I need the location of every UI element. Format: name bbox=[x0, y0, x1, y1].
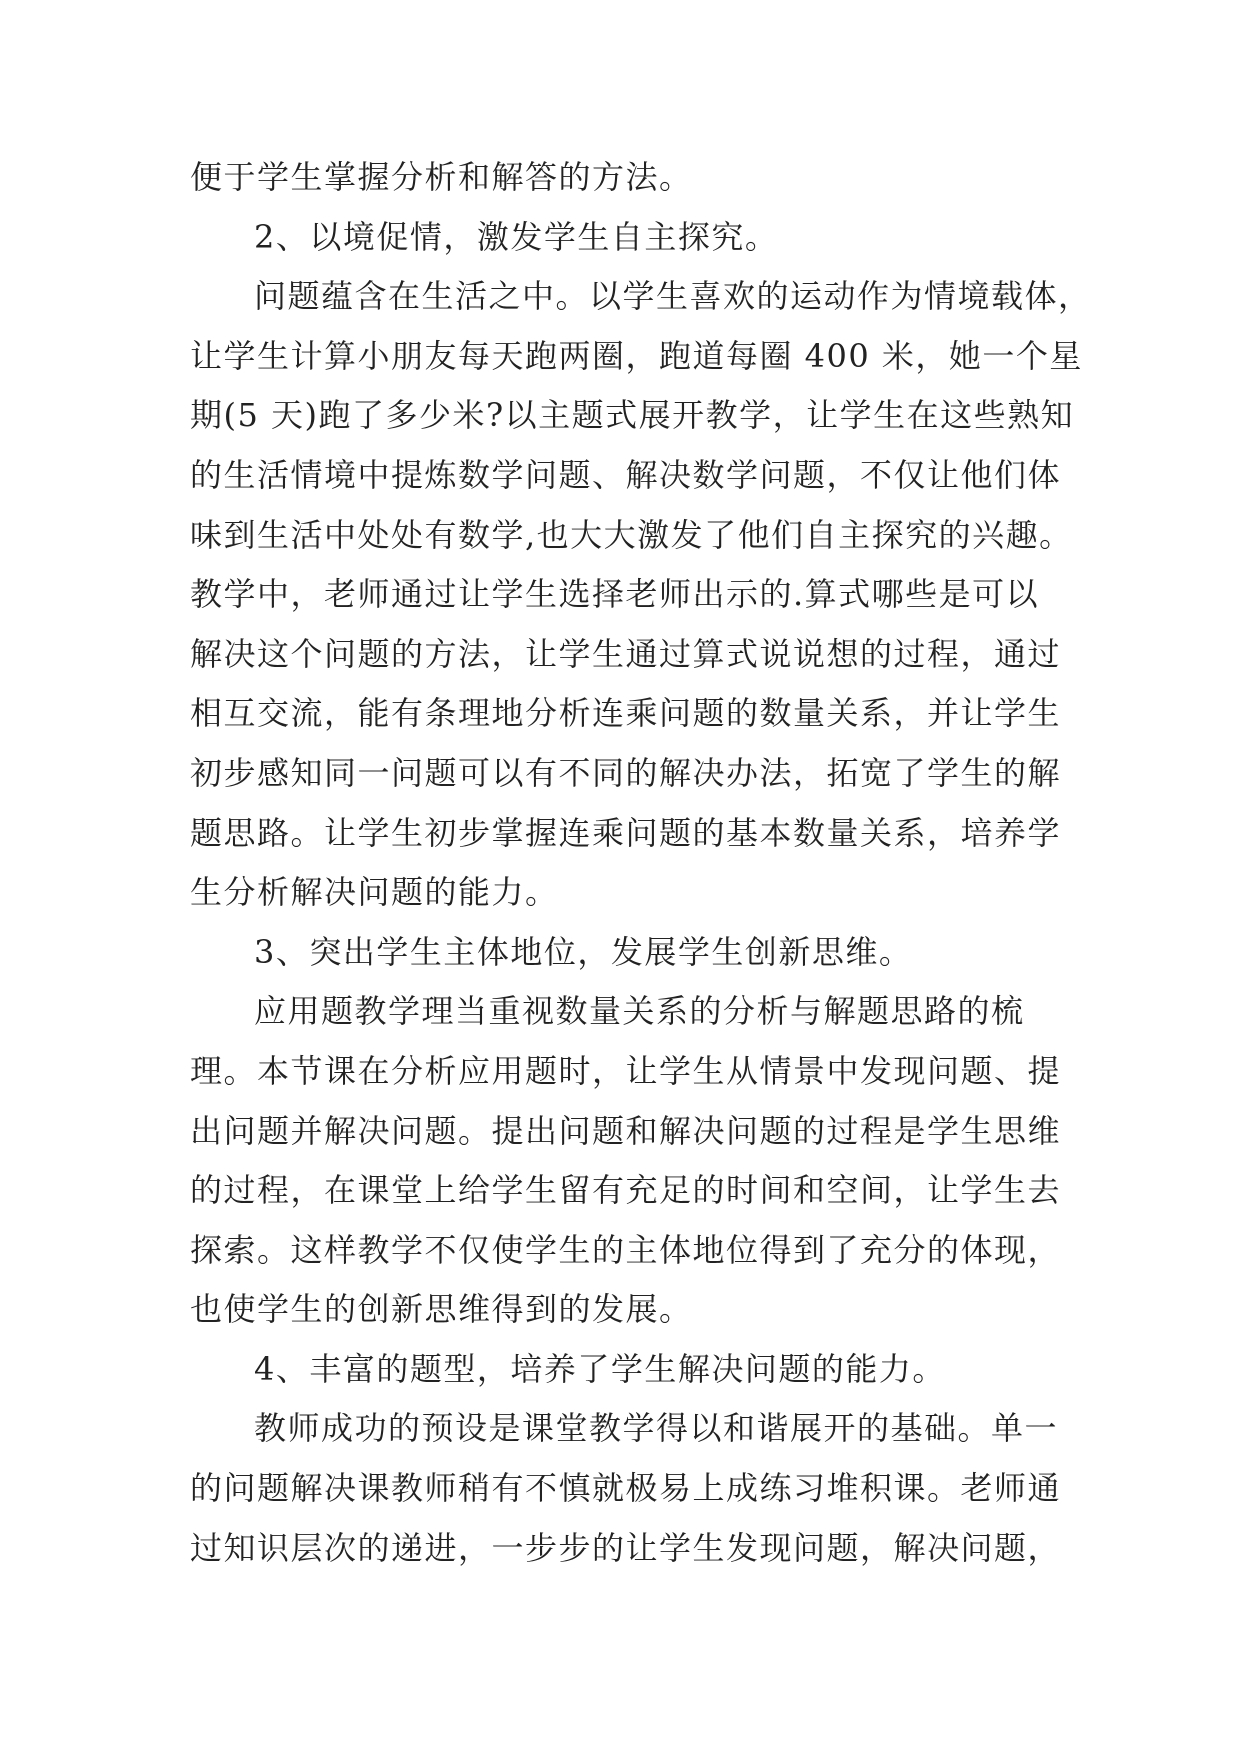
paragraph-line: 解决这个问题的方法，让学生通过算式说说想的过程，通过 bbox=[190, 634, 1062, 673]
paragraph-line: 让学生计算小朋友每天跑两圈，跑道每圈 400 米，她一个星 bbox=[190, 336, 1083, 375]
section-heading: 4、丰富的题型，培养了学生解决问题的能力。 bbox=[254, 1349, 946, 1388]
paragraph-line: 教学中，老师通过让学生选择老师出示的.算式哪些是可以 bbox=[190, 575, 1040, 614]
paragraph-line: 过知识层次的递进，一步步的让学生发现问题，解决问题， bbox=[190, 1528, 1062, 1567]
paragraph-line: 的过程，在课堂上给学生留有充足的时间和空间，让学生去 bbox=[190, 1171, 1062, 1210]
paragraph-line: 理。本节课在分析应用题时，让学生从情景中发现问题、提 bbox=[190, 1051, 1062, 1090]
paragraph-line: 生分析解决问题的能力。 bbox=[190, 873, 559, 912]
body-text bbox=[190, 148, 1090, 1578]
paragraph-line: 题思路。让学生初步掌握连乘问题的基本数量关系，培养学 bbox=[190, 813, 1062, 852]
section-heading: 2、以境促情，激发学生自主探究。 bbox=[254, 217, 779, 256]
paragraph-line: 初步感知同一问题可以有不同的解决办法，拓宽了学生的解 bbox=[190, 753, 1062, 792]
paragraph-line: 相互交流，能有条理地分析连乘问题的数量关系，并让学生 bbox=[190, 694, 1062, 733]
paragraph-line: 出问题并解决问题。提出问题和解决问题的过程是学生思维 bbox=[190, 1111, 1062, 1150]
paragraph-line: 也使学生的创新思维得到的发展。 bbox=[190, 1290, 693, 1329]
paragraph-line: 味到生活中处处有数学,也大大激发了他们自主探究的兴趣。 bbox=[190, 515, 1073, 554]
paragraph-line: 教师成功的预设是课堂教学得以和谐展开的基础。单一 bbox=[254, 1409, 1059, 1448]
paragraph-line: 的问题解决课教师稍有不慎就极易上成练习堆积课。老师通 bbox=[190, 1469, 1062, 1508]
section-heading: 3、突出学生主体地位，发展学生创新思维。 bbox=[254, 932, 913, 971]
paragraph-line: 应用题教学理当重视数量关系的分析与解题思路的梳 bbox=[254, 992, 1025, 1031]
paragraph-line: 探索。这样教学不仅使学生的主体地位得到了充分的体现， bbox=[190, 1230, 1062, 1269]
paragraph-line: 便于学生掌握分析和解答的方法。 bbox=[190, 158, 693, 196]
paragraph-line: 期(5 天)跑了多少米?以主题式展开教学，让学生在这些熟知 bbox=[190, 396, 1075, 435]
paragraph-line: 问题蕴含在生活之中。以学生喜欢的运动作为情境载体， bbox=[254, 277, 1092, 316]
paragraph-line: 的生活情境中提炼数学问题、解决数学问题，不仅让他们体 bbox=[190, 455, 1062, 494]
